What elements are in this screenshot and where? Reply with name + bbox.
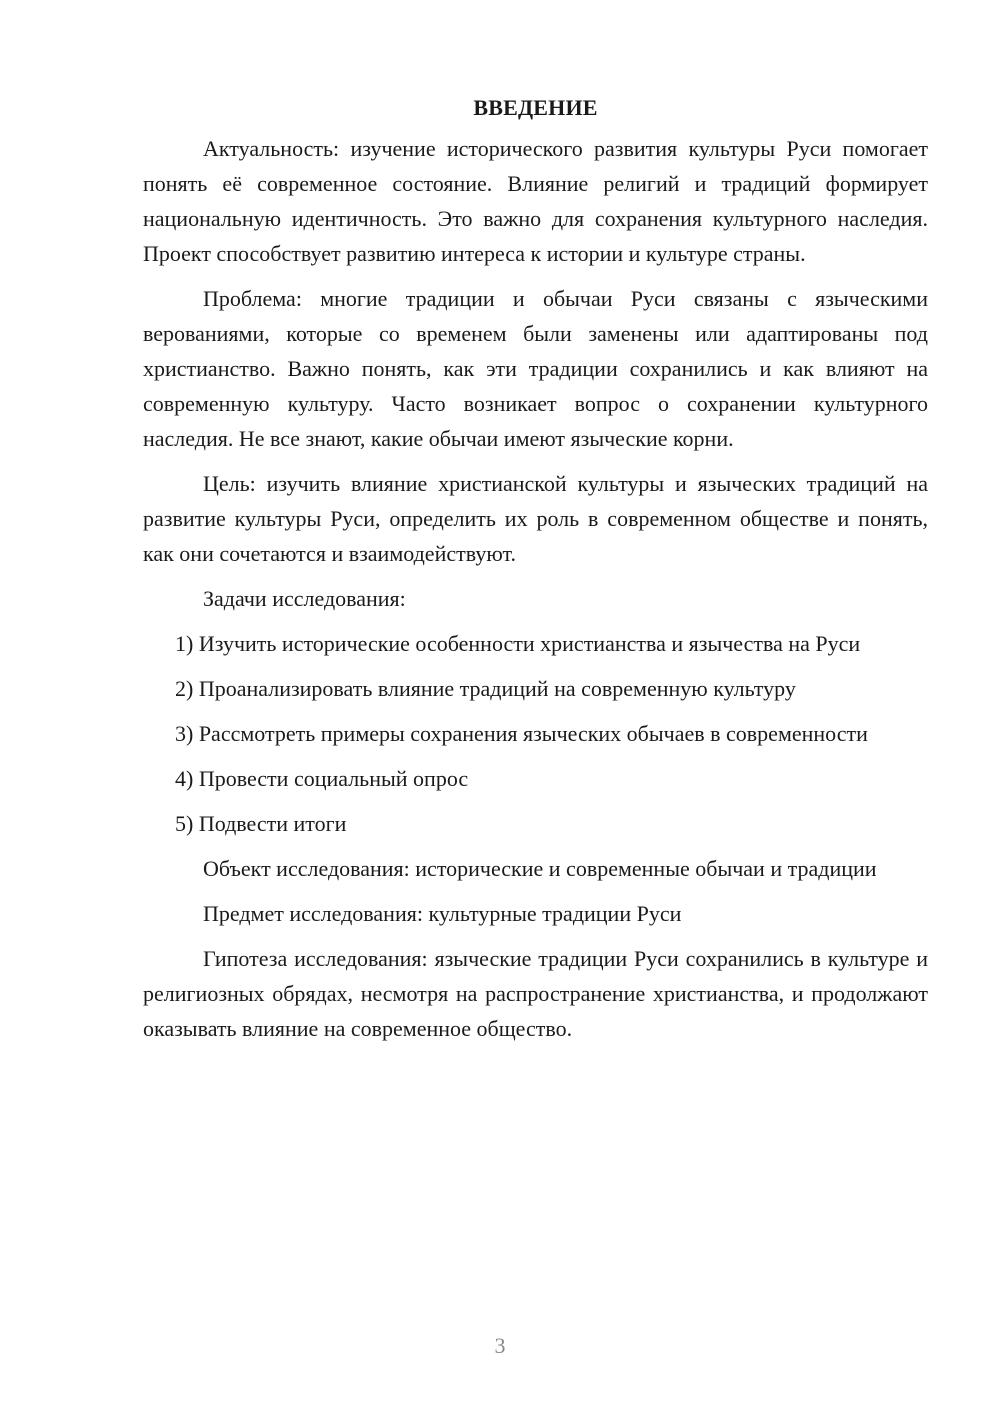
hypothesis-paragraph: Гипотеза исследования: языческие традиции Руси сохранились в культуре и религиозных обрядах, несмотря на распространение христианства, и продолжают оказывать влияние на современное общество. (143, 946, 928, 1041)
problem-paragraph: Проблема: многие традиции и обычаи Руси связаны с языческими верованиями, которые со временем были заменены или адаптированы под христианство. Важно понять, как эти традиции сохранились и как влияют на современную культуру. Часто возникает вопрос о сохранении культурного наследия. Не все знают, какие обычаи имеют языческие корни. (143, 286, 928, 451)
task-item-3: 3) Рассмотреть примеры сохранения языческих обычаев в современности (175, 721, 868, 746)
subject-paragraph: Предмет исследования: культурные традиции Руси (203, 901, 682, 926)
relevance-paragraph: Актуальность: изучение исторического развития культуры Руси помогает понять её современное состояние. Влияние религий и традиций формирует национальную идентичность. Это важно для сохранения культурного наследия. Проект способствует развитию интереса к истории и культуре страны. (143, 136, 928, 266)
page-number: 3 (494, 1333, 506, 1358)
section-heading: ВВЕДЕНИЕ (473, 95, 598, 120)
tasks-heading: Задачи исследования: (203, 586, 406, 611)
task-item-1: 1) Изучить исторические особенности христианства и язычества на Руси (175, 631, 861, 656)
task-item-4: 4) Провести социальный опрос (175, 766, 469, 791)
task-item-5: 5) Подвести итоги (175, 811, 347, 836)
document-page (143, 93, 928, 1056)
object-paragraph: Объект исследования: исторические и современные обычаи и традиции (203, 856, 877, 881)
task-item-2: 2) Проанализировать влияние традиций на современную культуру (175, 676, 796, 701)
goal-paragraph: Цель: изучить влияние христианской культуры и языческих традиций на развитие культуры Руси, определить их роль в современном обществе и понять, как они сочетаются и взаимодействуют. (143, 471, 928, 566)
